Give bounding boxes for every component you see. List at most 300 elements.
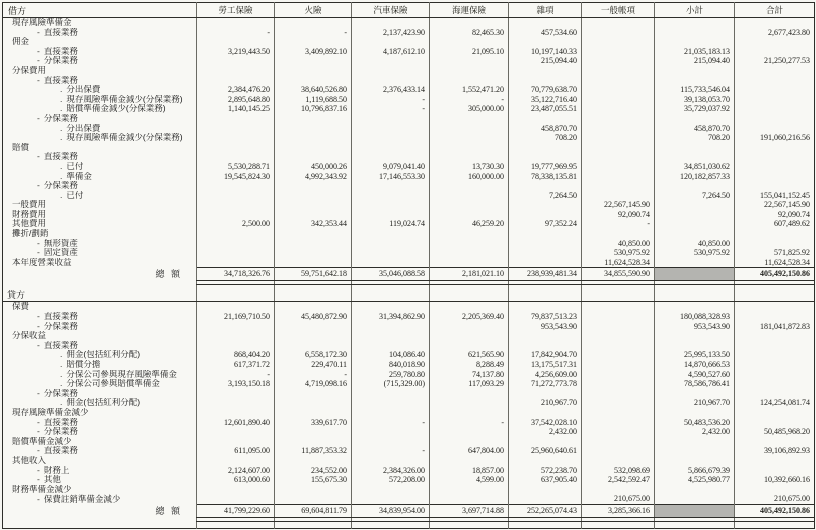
value-cell [655, 331, 735, 341]
row-label [3, 248, 197, 258]
row-label [3, 389, 197, 399]
value-cell [735, 379, 815, 389]
value-cell [197, 494, 275, 504]
row-label-text: 本年度營業收益 [12, 257, 72, 268]
table-row [3, 229, 815, 239]
value-cell [430, 210, 509, 220]
value-cell [197, 258, 275, 268]
value-cell [352, 152, 430, 162]
value-cell: 647,804.00 [430, 446, 509, 456]
value-cell [735, 370, 815, 380]
row-label-text: 分保公司參與現存風險準備金 [66, 369, 177, 379]
value-cell: 2,432.00 [655, 427, 735, 437]
value-cell [655, 446, 735, 456]
table-row [3, 418, 815, 428]
value-cell [582, 133, 655, 143]
row-label [3, 152, 197, 162]
row-label-text: 賠償準備金減少 [12, 436, 72, 446]
value-cell: 9,079,041.40 [352, 162, 430, 172]
value-cell: 2,376,433.14 [352, 85, 430, 95]
value-cell [352, 56, 430, 66]
value-cell [197, 302, 275, 312]
value-cell [275, 485, 352, 495]
table-row [3, 360, 815, 370]
row-label [3, 37, 197, 47]
row-label [3, 370, 197, 380]
value-cell [275, 37, 352, 47]
column-header-miscellaneous: 雜項 [509, 3, 582, 18]
value-cell: - [352, 95, 430, 105]
value-cell: 79,837,513.23 [509, 312, 582, 322]
table-row [3, 95, 815, 105]
indent-bullet: - [37, 152, 40, 162]
value-cell [655, 66, 735, 76]
table-row [3, 210, 815, 220]
value-cell: 953,543.90 [509, 322, 582, 332]
value-cell: 458,870.70 [655, 124, 735, 134]
value-cell [197, 76, 275, 86]
value-cell: 2,205,369.40 [430, 312, 509, 322]
value-cell [352, 389, 430, 399]
value-cell [275, 302, 352, 312]
indent-bullet: - [37, 113, 40, 123]
indent-bullet: - [37, 238, 40, 248]
value-cell [582, 114, 655, 124]
value-cell: 119,024.74 [352, 219, 430, 229]
value-cell [582, 341, 655, 351]
value-cell [655, 210, 735, 220]
row-label [3, 47, 197, 57]
indent-bullet: - [37, 427, 40, 437]
indent-bullet: . [60, 161, 63, 171]
value-cell: 34,839,954.00 [352, 504, 430, 517]
total-row-label [3, 268, 197, 281]
value-cell: 21,095.10 [430, 47, 509, 57]
value-cell [197, 248, 275, 258]
value-cell [655, 28, 735, 38]
value-cell: 4,599.00 [430, 475, 509, 485]
value-cell [430, 258, 509, 268]
table-row [3, 456, 815, 466]
total-row-label [3, 504, 197, 517]
value-cell: 160,000.00 [430, 172, 509, 182]
row-label [3, 258, 197, 268]
row-label-text: 攤折/劃銷 [12, 229, 49, 239]
table-row [3, 85, 815, 95]
spacer-cell [430, 521, 509, 528]
value-cell [655, 181, 735, 191]
indent-bullet: - [37, 494, 40, 504]
value-cell: 238,939,481.34 [509, 268, 582, 281]
value-cell: - [430, 418, 509, 428]
row-label-text: 無形資產 [43, 238, 78, 248]
row-label [3, 114, 197, 124]
value-cell [275, 191, 352, 201]
value-cell: 21,169,710.50 [197, 312, 275, 322]
value-cell [582, 181, 655, 191]
value-cell [582, 124, 655, 134]
spacer-cell [352, 521, 430, 528]
value-cell [275, 210, 352, 220]
value-cell [509, 76, 582, 86]
row-label-text: 佣金(包括紅利分配) [66, 350, 141, 360]
value-cell: 3,193,150.18 [197, 379, 275, 389]
value-cell: - [275, 28, 352, 38]
ledger-sheet [2, 2, 814, 529]
value-cell: 2,677,423.80 [735, 28, 815, 38]
value-cell: 621,565.90 [430, 350, 509, 360]
row-label-text: 財務上 [43, 465, 70, 475]
value-cell [197, 229, 275, 239]
row-label [3, 124, 197, 134]
row-label-text: 佣金(包括紅利分配) [66, 398, 141, 408]
value-cell: 4,525,980.77 [655, 475, 735, 485]
value-cell [352, 18, 430, 28]
indent-bullet: - [37, 75, 40, 85]
row-label [3, 360, 197, 370]
value-cell [582, 66, 655, 76]
value-cell [735, 341, 815, 351]
value-cell [352, 456, 430, 466]
value-cell: 78,338,135.81 [509, 172, 582, 182]
value-cell [430, 152, 509, 162]
row-label [3, 398, 197, 408]
row-label-text: 賠償 [12, 142, 30, 152]
value-cell: 1,552,471.20 [430, 85, 509, 95]
value-cell [352, 408, 430, 418]
value-cell [509, 485, 582, 495]
value-cell: 37,542,028.10 [509, 418, 582, 428]
value-cell [197, 437, 275, 447]
value-cell: 191,060,216.56 [735, 133, 815, 143]
value-cell [582, 398, 655, 408]
value-cell [352, 437, 430, 447]
value-cell [275, 494, 352, 504]
value-cell [582, 95, 655, 105]
indent-bullet: . [60, 85, 63, 95]
value-cell: 339,617.70 [275, 418, 352, 428]
row-label [3, 162, 197, 172]
value-cell: 215,094.40 [509, 56, 582, 66]
value-cell [582, 331, 655, 341]
value-cell: 10,392,660.16 [735, 475, 815, 485]
row-label-text: 分保公司參與賠償準備金 [66, 379, 160, 389]
value-cell: 17,842,904.70 [509, 350, 582, 360]
table-row [3, 191, 815, 201]
value-cell: (715,329.00) [352, 379, 430, 389]
table-row [3, 181, 815, 191]
row-label-text: 財務費用 [12, 209, 47, 219]
value-cell [582, 47, 655, 57]
value-cell [735, 37, 815, 47]
value-cell: 40,850.00 [582, 239, 655, 249]
row-label [3, 437, 197, 447]
value-cell [197, 114, 275, 124]
value-cell [430, 437, 509, 447]
value-cell [735, 181, 815, 191]
value-cell: 3,285,366.16 [582, 504, 655, 517]
spacer-cell [509, 289, 582, 302]
value-cell [509, 200, 582, 210]
row-label [3, 485, 197, 495]
value-cell [430, 143, 509, 153]
value-cell [352, 341, 430, 351]
row-label-text: 財務準備金減少 [12, 484, 72, 494]
value-cell: 613,000.60 [197, 475, 275, 485]
row-label [3, 85, 197, 95]
value-cell: 215,094.40 [655, 56, 735, 66]
value-cell: 2,181,021.10 [430, 268, 509, 281]
table-row [3, 66, 815, 76]
value-cell [197, 331, 275, 341]
value-cell: 23,487,055.51 [509, 104, 582, 114]
table-row [3, 427, 815, 437]
value-cell: 708.20 [655, 133, 735, 143]
row-label [3, 66, 197, 76]
row-label-text: 直接業務 [43, 417, 78, 427]
value-cell [735, 85, 815, 95]
value-cell [582, 172, 655, 182]
value-cell: 4,719,098.16 [275, 379, 352, 389]
indent-bullet: - [37, 27, 40, 37]
value-cell [735, 418, 815, 428]
value-cell [352, 494, 430, 504]
value-cell: 92,090.74 [735, 210, 815, 220]
table-header [3, 3, 815, 18]
table-row [3, 370, 815, 380]
value-cell [582, 28, 655, 38]
value-cell [430, 37, 509, 47]
row-label [3, 466, 197, 476]
table-row [3, 239, 815, 249]
value-cell [430, 341, 509, 351]
value-cell: 22,567,145.90 [735, 200, 815, 210]
row-label [3, 143, 197, 153]
value-cell: 34,718,326.76 [197, 268, 275, 281]
value-cell [655, 389, 735, 399]
spacer-cell [655, 289, 735, 302]
table-row [3, 322, 815, 332]
value-cell [509, 229, 582, 239]
value-cell [735, 466, 815, 476]
value-cell: 82,465.30 [430, 28, 509, 38]
value-cell [430, 485, 509, 495]
table-row [3, 350, 815, 360]
value-cell [352, 398, 430, 408]
row-label [3, 446, 197, 456]
row-label [3, 350, 197, 360]
ledger-body [3, 18, 815, 529]
row-label-text: 直接業務 [43, 152, 78, 162]
value-cell [582, 229, 655, 239]
value-cell [582, 370, 655, 380]
spacer-cell [582, 289, 655, 302]
value-cell: 1,119,688.50 [275, 95, 352, 105]
value-cell: 2,124,607.00 [197, 466, 275, 476]
value-cell [352, 427, 430, 437]
value-cell: 120,182,857.33 [655, 172, 735, 182]
value-cell: 155,041,152.45 [735, 191, 815, 201]
value-cell [430, 18, 509, 28]
value-cell [509, 152, 582, 162]
value-cell [197, 485, 275, 495]
row-label-text: 分保業務 [43, 56, 78, 66]
spacer-cell [735, 289, 815, 302]
value-cell [352, 114, 430, 124]
value-cell: 38,640,526.80 [275, 85, 352, 95]
table-row [3, 398, 815, 408]
value-cell: 41,799,229.60 [197, 504, 275, 517]
row-label [3, 341, 197, 351]
value-cell [655, 341, 735, 351]
indent-bullet: - [37, 417, 40, 427]
value-cell [275, 398, 352, 408]
indent-bullet: . [60, 350, 63, 360]
value-cell: 1,140,145.25 [197, 104, 275, 114]
value-cell [197, 133, 275, 143]
value-cell: 708.20 [509, 133, 582, 143]
table-row [3, 133, 815, 143]
row-label [3, 95, 197, 105]
row-label-text: 現存風險準備金減少 [12, 407, 89, 417]
spacer-cell [430, 289, 509, 302]
table-row [3, 302, 815, 312]
value-cell [735, 312, 815, 322]
value-cell: 115,733,546.04 [655, 85, 735, 95]
value-cell: 5,866,679.39 [655, 466, 735, 476]
value-cell [197, 66, 275, 76]
spacer-cell [275, 521, 352, 528]
value-cell: 532,098.69 [582, 466, 655, 476]
value-cell: 3,409,892.10 [275, 47, 352, 57]
value-cell [430, 302, 509, 312]
row-label [3, 379, 197, 389]
row-label-text: 分保業務 [43, 321, 78, 331]
value-cell: 40,850.00 [655, 239, 735, 249]
value-cell: 181,041,872.83 [735, 322, 815, 332]
value-cell [655, 504, 735, 517]
row-label-text: 已付 [66, 161, 84, 171]
value-cell: 607,489.62 [735, 219, 815, 229]
row-label [3, 28, 197, 38]
value-cell [352, 200, 430, 210]
value-cell [275, 389, 352, 399]
value-cell [430, 66, 509, 76]
table-row [3, 466, 815, 476]
table-row [3, 219, 815, 229]
value-cell: 450,000.26 [275, 162, 352, 172]
value-cell: 2,137,423.90 [352, 28, 430, 38]
value-cell: 234,552.00 [275, 466, 352, 476]
row-label-text: 直接業務 [43, 75, 78, 85]
value-cell [352, 181, 430, 191]
value-cell [655, 143, 735, 153]
value-cell [275, 200, 352, 210]
value-cell [275, 341, 352, 351]
value-cell: 12,601,890.40 [197, 418, 275, 428]
column-header-fire-insurance: 火險 [275, 3, 352, 18]
value-cell [582, 56, 655, 66]
row-label-text: 已付 [66, 190, 84, 200]
value-cell [582, 85, 655, 95]
value-cell [582, 485, 655, 495]
value-cell: 19,777,969.95 [509, 162, 582, 172]
value-cell: 4,590,527.60 [655, 370, 735, 380]
value-cell [582, 350, 655, 360]
value-cell: 18,857.00 [430, 466, 509, 476]
value-cell: 3,697,714.88 [430, 504, 509, 517]
value-cell: 3,219,443.50 [197, 47, 275, 57]
row-label-text: 固定資產 [43, 248, 78, 258]
table-row [3, 258, 815, 268]
value-cell [275, 76, 352, 86]
value-cell: 39,138,053.70 [655, 95, 735, 105]
row-label-text: 分保業務 [43, 388, 78, 398]
value-cell [735, 172, 815, 182]
value-cell: 11,887,353.32 [275, 446, 352, 456]
value-cell: 97,352.24 [509, 219, 582, 229]
value-cell: 124,254,081.74 [735, 398, 815, 408]
indent-bullet: - [37, 46, 40, 56]
value-cell [430, 133, 509, 143]
table-row [3, 379, 815, 389]
value-cell: 8,288.49 [430, 360, 509, 370]
value-cell [509, 248, 582, 258]
value-cell [735, 456, 815, 466]
value-cell [509, 18, 582, 28]
value-cell [509, 258, 582, 268]
value-cell [197, 408, 275, 418]
value-cell [352, 322, 430, 332]
value-cell: 259,780.80 [352, 370, 430, 380]
row-label [3, 418, 197, 428]
value-cell [735, 331, 815, 341]
row-label [3, 494, 197, 504]
value-cell [509, 389, 582, 399]
value-cell [352, 248, 430, 258]
value-cell: 611,095.00 [197, 446, 275, 456]
row-label [3, 133, 197, 143]
table-row [3, 312, 815, 322]
value-cell: 46,259.20 [430, 219, 509, 229]
indent-bullet: - [37, 475, 40, 485]
value-cell [509, 114, 582, 124]
value-cell [352, 66, 430, 76]
value-cell: 34,851,030.62 [655, 162, 735, 172]
value-cell: 155,675.30 [275, 475, 352, 485]
value-cell: 405,492,150.86 [735, 504, 815, 517]
table-row [3, 475, 815, 485]
value-cell [197, 427, 275, 437]
value-cell [655, 408, 735, 418]
table-row [3, 389, 815, 399]
value-cell: 2,500.00 [197, 219, 275, 229]
value-cell: 21,250,277.53 [735, 56, 815, 66]
value-cell: 2,384,476.20 [197, 85, 275, 95]
value-cell: 405,492,150.86 [735, 268, 815, 281]
value-cell: 2,895,648.80 [197, 95, 275, 105]
value-cell: 13,175,517.31 [509, 360, 582, 370]
table-row [3, 104, 815, 114]
row-label-text: 賠償準備金減少(分保業務) [66, 104, 166, 114]
row-label-text: 現存風險準備金減少(分保業務) [66, 94, 183, 104]
value-cell: 2,542,592.47 [582, 475, 655, 485]
value-cell [582, 446, 655, 456]
value-cell [582, 408, 655, 418]
value-cell [582, 418, 655, 428]
value-cell [352, 133, 430, 143]
row-label-text: 直接業務 [43, 446, 78, 456]
